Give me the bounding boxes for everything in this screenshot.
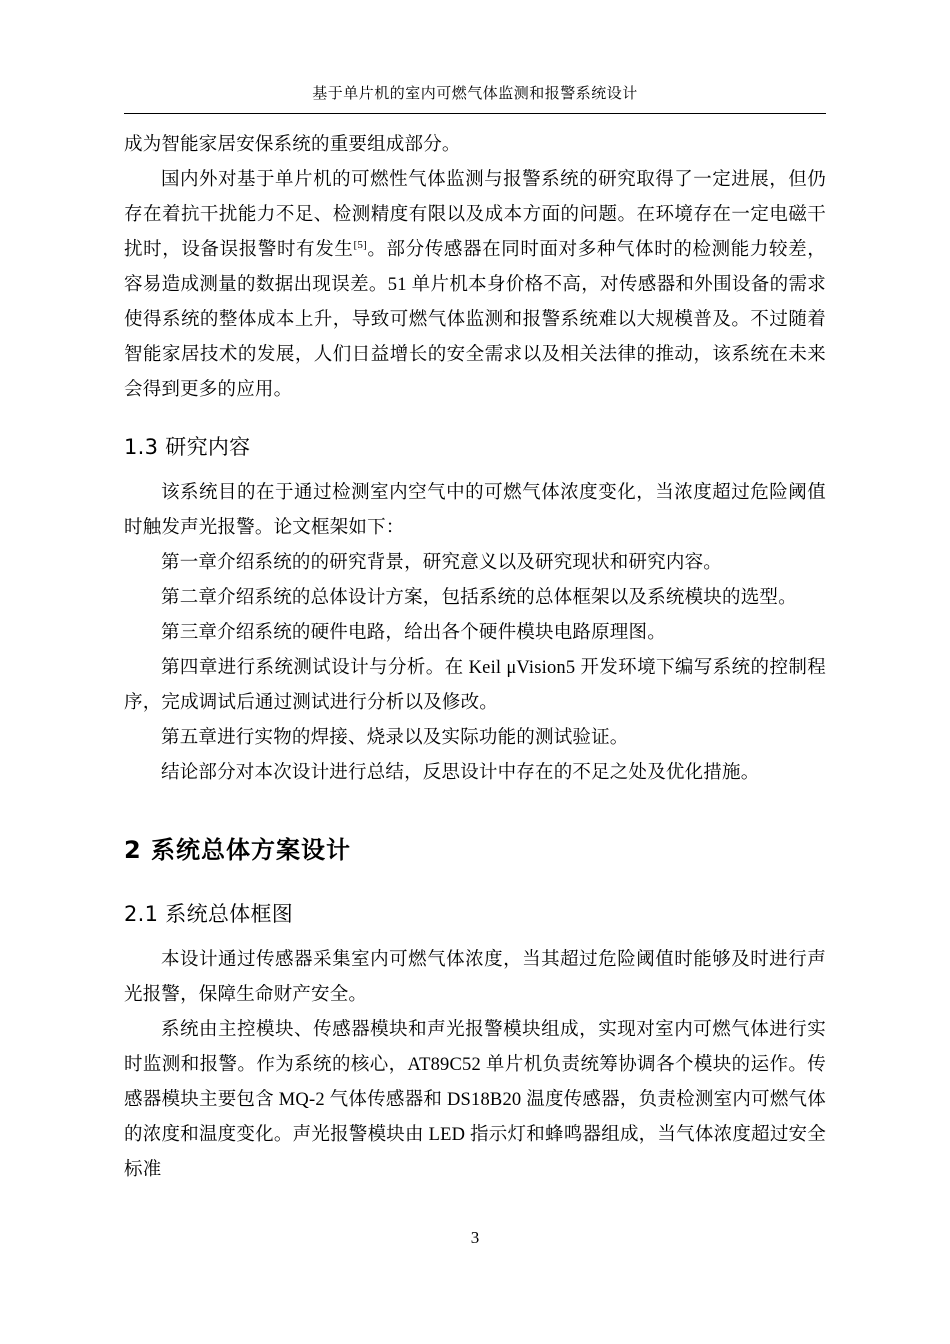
paragraph-chapter-5: 第五章进行实物的焊接、烧录以及实际功能的测试验证。 (161, 728, 629, 748)
paragraph-continuation: 成为智能家居安保系统的重要组成部分。 (124, 135, 461, 155)
paragraph-system-modules: 系统由主控模块、传感器模块和声光报警模块组成，实现对室内可燃气体进行实时监测和报警。作为系统的核心，AT89C52 单片机负责统筹协调各个模块的运作。传感器模块主要包含 MQ-2 气体传感器和 DS18B20 温度传感器，负责检测室内可燃气体的浓度和温度变化。声光报警模块由 LED 指示灯和蜂鸣器组成，当气体浓度超过安全标准 (124, 1020, 826, 1180)
paragraph-system-goal: 该系统目的在于通过检测室内空气中的可燃气体浓度变化，当浓度超过危险阈值时触发声光报警。论文框架如下： (124, 483, 826, 538)
heading-2-1: 2.1 系统总体框图 (124, 902, 294, 926)
paragraph-research-status-part1: 国内外对基于单片机的可燃性气体监测与报警系统的研究取得了一定进展，但仍存在着抗干扰能力不足、检测精度有限以及成本方面的问题。在环境存在一定电磁干扰时，设备误报警时有发生 (124, 170, 826, 260)
page-header-title: 基于单片机的室内可燃气体监测和报警系统设计 (312, 84, 638, 102)
page-number: 3 (470, 1228, 480, 1247)
paragraph-conclusion: 结论部分对本次设计进行总结，反思设计中存在的不足之处及优化措施。 (161, 763, 760, 783)
paragraph-research-status (124, 163, 826, 408)
heading-chapter-2: 2 系统总体方案设计 (124, 836, 352, 864)
paragraph-chapter-3: 第三章介绍系统的硬件电路，给出各个硬件模块电路原理图。 (161, 623, 666, 643)
citation-marker: [5] (353, 238, 367, 251)
paragraph-chapter-2: 第二章介绍系统的总体设计方案，包括系统的总体框架以及系统模块的选型。 (161, 588, 797, 608)
paragraph-research-status-part2: 。部分传感器在同时面对多种气体时的检测能力较差，容易造成测量的数据出现误差。51 单片机本身价格不高，对传感器和外围设备的需求使得系统的整体成本上升，导致可燃气体监测和报警系统难以大规模普及。不过随着智能家居技术的发展，人们日益增长的安全需求以及相关法律的推动，该系统在未来会得到更多的应用。 (124, 240, 826, 400)
page-content (124, 128, 826, 1188)
paragraph-chapter-4: 第四章进行系统测试设计与分析。在 Keil μVision5 开发环境下编写系统的控制程序，完成调试后通过测试进行分析以及修改。 (124, 658, 826, 713)
paragraph-design-overview: 本设计通过传感器采集室内可燃气体浓度，当其超过危险阈值时能够及时进行声光报警，保障生命财产安全。 (124, 950, 826, 1005)
header-divider (124, 113, 826, 114)
paragraph-chapter-1: 第一章介绍系统的的研究背景，研究意义以及研究现状和研究内容。 (161, 553, 723, 573)
heading-1-3: 1.3 研究内容 (124, 435, 251, 459)
